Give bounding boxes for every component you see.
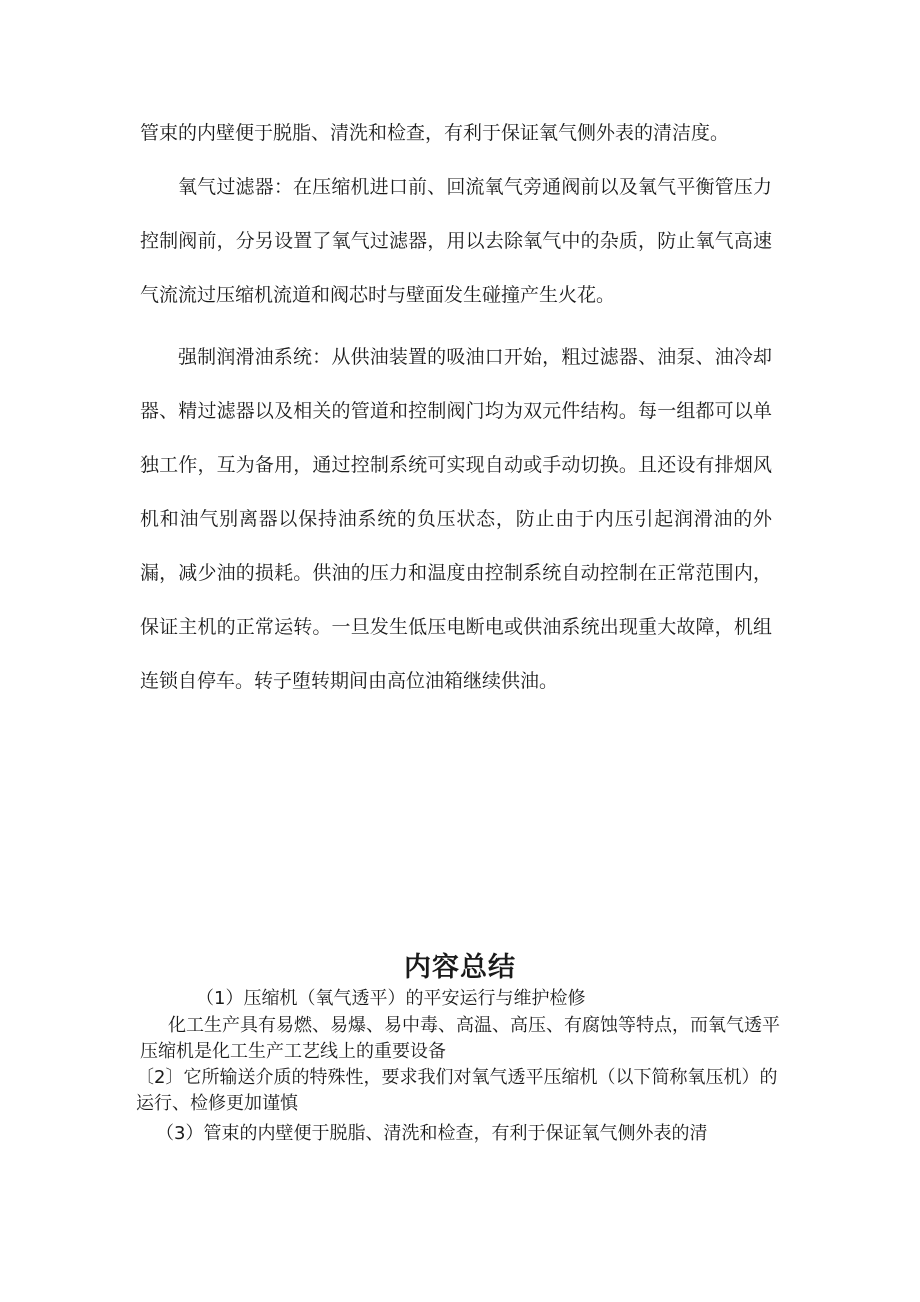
summary-item-4: （3）管束的内壁便于脱脂、清洗和检查，有利于保证氧气侧外表的清 (156, 1123, 708, 1144)
body-paragraph-lubrication-system: 强制润滑油系统：从供油装置的吸油口开始，粗过滤器、油泵、油冷却器、精过滤器以及相关的管道和控制阀门均为双元件结构。每一组都可以单独工作，互为备用，通过控制系统可实现自动或手动切换。且还设有排烟风机和油气别离器以保持油系统的负压状态，防止由于内压引起润滑油的外漏，减少油的损耗。供油的压力和温度由控制系统自动控制在正常范围内，保证主机的正常运转。一旦发生低压电断电或供油系统出现重大故障，机组连锁自停车。转子堕转期间由高位油箱继续供油。 (140, 346, 772, 692)
summary-item-2: 化工生产具有易燃、易爆、易中毒、高温、高压、有腐蚀等特点，而氧气透平压缩机是化工生产工艺线上的重要设备 (140, 1015, 780, 1062)
summary-item-1: （1）压缩机（氧气透平）的平安运行与维护检修 (196, 988, 586, 1009)
body-paragraph-oxygen-filter: 氧气过滤器：在压缩机进口前、回流氧气旁通阀前以及氧气平衡管压力控制阀前，分另设置了氧气过滤器，用以去除氧气中的杂质，防止氧气高速气流流过压缩机流道和阀芯时与壁面发生碰撞产生火花。 (140, 176, 772, 306)
body-paragraph-tube-bundle: 管束的内壁便于脱脂、清洗和检查，有利于保证氧气侧外表的清洁度。 (140, 122, 730, 144)
summary-item-3: 〔2〕它所输送介质的特殊性，要求我们对氧气透平压缩机（以下简称氧压机）的运行、检修更加谨慎 (136, 1067, 778, 1114)
summary-title: 内容总结 (404, 952, 516, 983)
